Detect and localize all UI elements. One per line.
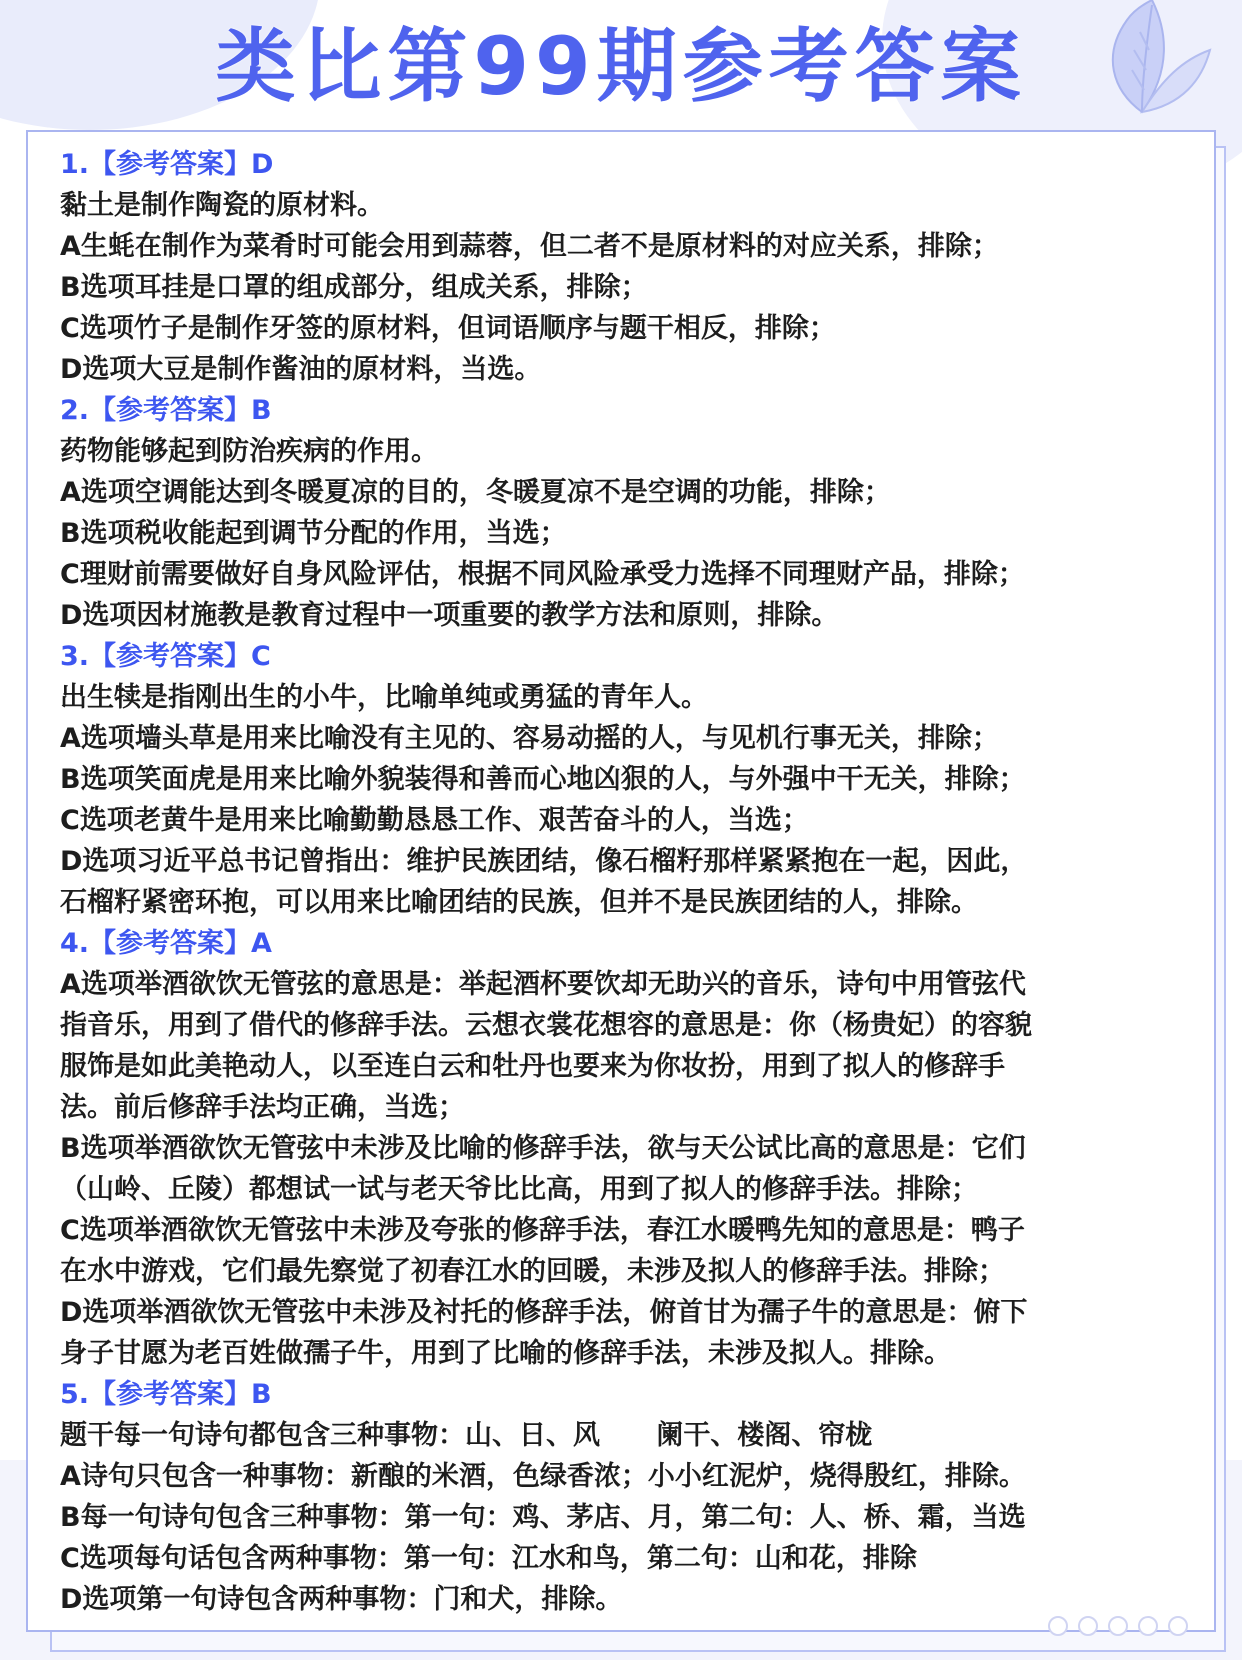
question-4-line: （山岭、丘陵）都想试一试与老天爷比比高，用到了拟人的修辞手法。排除；	[60, 1174, 978, 1205]
question-4-line: D选项举酒欲饮无管弦中未涉及衬托的修辞手法，俯首甘为孺子牛的意思是：俯下	[60, 1297, 1028, 1328]
question-1-line: A生蚝在制作为菜肴时可能会用到蒜蓉，但二者不是原材料的对应关系，排除；	[60, 231, 999, 262]
answer-content	[60, 144, 1210, 1620]
question-3-heading: 3.【参考答案】C	[60, 641, 271, 672]
question-2-heading: 2.【参考答案】B	[60, 395, 272, 426]
pagination-dot	[1138, 1616, 1158, 1636]
question-4-line: C选项举酒欲饮无管弦中未涉及夸张的修辞手法，春江水暖鸭先知的意思是：鸭子	[60, 1215, 1025, 1246]
question-5-heading: 5.【参考答案】B	[60, 1379, 272, 1410]
question-5-line: B每一句诗句包含三种事物：第一句：鸡、茅店、月，第二句：人、桥、霜，当选	[60, 1502, 1026, 1533]
question-3-line: A选项墙头草是用来比喻没有主见的、容易动摇的人，与见机行事无关，排除；	[60, 723, 999, 754]
question-2-line: C理财前需要做好自身风险评估，根据不同风险承受力选择不同理财产品，排除；	[60, 559, 1025, 590]
question-5-line: C选项每句话包含两种事物：第一句：江水和鸟，第二句：山和花，排除	[60, 1543, 917, 1574]
question-4-line: B选项举酒欲饮无管弦中未涉及比喻的修辞手法，欲与天公试比高的意思是：它们	[60, 1133, 1026, 1164]
question-2-line: D选项因材施教是教育过程中一项重要的教学方法和原则，排除。	[60, 600, 839, 631]
question-3-line: B选项笑面虎是用来比喻外貌装得和善而心地凶狠的人，与外强中干无关，排除；	[60, 764, 1026, 795]
question-1-line: C选项竹子是制作牙签的原材料，但词语顺序与题干相反，排除；	[60, 313, 836, 344]
pagination-dots	[1048, 1616, 1198, 1636]
pagination-dot	[1048, 1616, 1068, 1636]
question-3-line: 出生犊是指刚出生的小牛，比喻单纯或勇猛的青年人。	[60, 682, 708, 713]
answer-card	[26, 130, 1216, 1632]
pagination-dot	[1078, 1616, 1098, 1636]
question-3-line: D选项习近平总书记曾指出：维护民族团结，像石榴籽那样紧紧抱在一起，因此，	[60, 846, 1028, 877]
question-1-line: 黏土是制作陶瓷的原材料。	[60, 190, 384, 221]
question-4-heading: 4.【参考答案】A	[60, 928, 272, 959]
question-2-line: 药物能够起到防治疾病的作用。	[60, 436, 438, 467]
question-4-line: 指音乐，用到了借代的修辞手法。云想衣裳花想容的意思是：你（杨贵妃）的容貌	[60, 1010, 1032, 1041]
question-1-line: B选项耳挂是口罩的组成部分，组成关系，排除；	[60, 272, 648, 303]
question-2-line: B选项税收能起到调节分配的作用，当选；	[60, 518, 567, 549]
question-1-heading: 1.【参考答案】D	[60, 149, 274, 180]
question-4-line: 服饰是如此美艳动人，以至连白云和牡丹也要来为你妆扮，用到了拟人的修辞手	[60, 1051, 1005, 1082]
question-4-line: 在水中游戏，它们最先察觉了初春江水的回暖，未涉及拟人的修辞手法。排除；	[60, 1256, 1005, 1287]
question-1-line: D选项大豆是制作酱油的原材料，当选。	[60, 354, 542, 385]
question-3-line: C选项老黄牛是用来比喻勤勤恳恳工作、艰苦奋斗的人，当选；	[60, 805, 809, 836]
page-title: 类比第99期参考答案	[215, 20, 1027, 113]
question-5-line: A诗句只包含一种事物：新酿的米酒，色绿香浓；小小红泥炉，烧得殷红，排除。	[60, 1461, 1026, 1492]
question-4-line: 法。前后修辞手法均正确，当选；	[60, 1092, 465, 1123]
question-5-line: 题干每一句诗句都包含三种事物：山、日、风 阑干、楼阁、帘栊	[60, 1420, 873, 1451]
pagination-dot	[1108, 1616, 1128, 1636]
question-4-line: 身子甘愿为老百姓做孺子牛，用到了比喻的修辞手法，未涉及拟人。排除。	[60, 1338, 951, 1369]
pagination-dot	[1168, 1616, 1188, 1636]
question-2-line: A选项空调能达到冬暖夏凉的目的，冬暖夏凉不是空调的功能，排除；	[60, 477, 891, 508]
question-4-line: A选项举酒欲饮无管弦的意思是：举起酒杯要饮却无助兴的音乐，诗句中用管弦代	[60, 969, 1026, 1000]
question-3-line: 石榴籽紧密环抱，可以用来比喻团结的民族，但并不是民族团结的人，排除。	[60, 887, 978, 918]
question-5-line: D选项第一句诗包含两种事物：门和犬，排除。	[60, 1584, 623, 1615]
